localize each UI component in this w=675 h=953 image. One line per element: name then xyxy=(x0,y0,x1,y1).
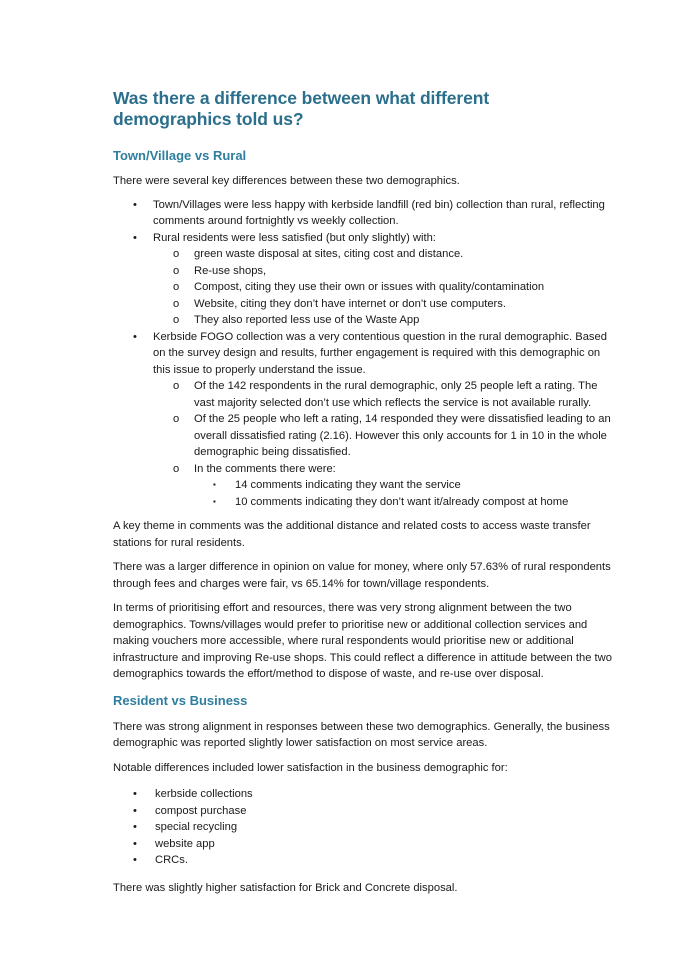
sub-list-item xyxy=(153,378,613,411)
list-item-text: In the comments there were: xyxy=(194,462,336,475)
list-item-text: Town/Villages were less happy with kerbside landfill (red bin) collection than rural, reflecting comments around fortnightly vs weekly collection. xyxy=(153,198,605,227)
section1-bullet-list xyxy=(113,197,613,511)
sub-sub-list-item xyxy=(194,494,613,511)
list-item xyxy=(113,852,613,869)
section-heading-resident-vs-business: Resident vs Business xyxy=(113,692,248,708)
list-item-text: Website, citing they don’t have internet or don’t use computers. xyxy=(194,297,506,310)
circle-marker: o xyxy=(173,380,180,392)
sub-sub-list-item xyxy=(194,477,613,494)
list-item-text: Compost, citing they use their own or issues with quality/contamination xyxy=(194,281,545,293)
list-item-text: Of the 142 respondents in the rural demographic, only 25 people left a rating. The vast majority selected don’t use which reflects the service is not available rurally. xyxy=(194,380,598,409)
section1-paragraph-priorities: In terms of prioritising effort and resources, there was very strong alignment between the two demographics. Towns/villages would prefer to prioritise new or additional collection services and making vouchers more accessible, where rural respondents would prioritise new or additional infrastructure and improving Re-use shops. This could reflect a difference in attitude between the two demographics towards the effort/method to dispose of waste, and re-use over disposal. xyxy=(113,602,612,680)
bullet-marker: • xyxy=(133,837,137,850)
sub-list-item xyxy=(153,246,613,263)
square-marker: ▪ xyxy=(213,480,216,489)
list-item-text: Kerbside FOGO collection was a very contentious question in the rural demographic. Based on the survey design and results, further engagement is required with this demographic on this issue to properly understand the issue. xyxy=(153,330,607,376)
list-item-text: green waste disposal at sites, citing cost and distance. xyxy=(194,248,464,260)
circle-marker: o xyxy=(173,297,180,310)
list-item xyxy=(113,197,613,230)
list-item-text: 14 comments indicating they want the service xyxy=(235,479,461,491)
section-heading-town-village-vs-rural: Town/Village vs Rural xyxy=(113,148,247,163)
list-item-text: Re-use shops, xyxy=(194,264,267,277)
section2-paragraph-differences: Notable differences included lower satisfaction in the business demographic for: xyxy=(113,761,508,774)
list-item-text: 10 comments indicating they don’t want it/already compost at home xyxy=(235,495,569,508)
list-item-text: CRCs. xyxy=(155,854,188,866)
list-item-text: Of the 25 people who left a rating, 14 responded they were dissatisfied leading to an overall dissatisfied rating (2.16). However this only accounts for 1 in 10 in the whole demographic being dissatisfied. xyxy=(194,413,611,458)
bullet-marker: • xyxy=(133,804,137,817)
section1-intro: There were several key differences between these two demographics. xyxy=(113,175,460,187)
sub-list-item xyxy=(153,296,613,313)
list-item-text: They also reported less use of the Waste App xyxy=(194,314,420,326)
page-heading: Was there a difference between what different demographics told us? xyxy=(113,88,490,129)
list-item-text: Rural residents were less satisfied (but only slightly) with: xyxy=(153,231,436,244)
business-difference-list xyxy=(113,786,613,869)
sub-list-item xyxy=(153,263,613,280)
list-item xyxy=(113,819,613,836)
fogo-sub-list xyxy=(153,378,613,510)
bullet-marker: • xyxy=(133,788,137,800)
square-marker: ▪ xyxy=(213,496,216,506)
rural-sub-list xyxy=(153,246,613,329)
section1-paragraph-value: There was a larger difference in opinion on value for money, where only 57.63% of rural respondents through fees and charges were fair, vs 65.14% for town/village respondents. xyxy=(113,561,611,590)
list-item xyxy=(113,329,613,511)
sub-list-item xyxy=(153,461,613,511)
list-item xyxy=(113,803,613,820)
document-content xyxy=(113,88,613,896)
bullet-marker: • xyxy=(133,330,137,343)
list-item-text: special recycling xyxy=(155,821,238,833)
comments-sub-list xyxy=(194,477,613,510)
circle-marker: o xyxy=(173,281,180,293)
list-item-text: compost purchase xyxy=(155,804,247,817)
list-item xyxy=(113,836,613,853)
bullet-marker: • xyxy=(133,821,137,833)
sub-list-item xyxy=(153,312,613,329)
sub-list-item xyxy=(153,411,613,461)
sub-list-item xyxy=(153,279,613,296)
circle-marker: o xyxy=(173,462,180,475)
section2-paragraph-brick-concrete: There was slightly higher satisfaction for Brick and Concrete disposal. xyxy=(113,881,458,894)
list-item-text: website app xyxy=(155,837,215,850)
bullet-marker: • xyxy=(133,854,137,866)
list-item xyxy=(113,786,613,803)
bullet-marker: • xyxy=(133,198,137,211)
circle-marker: o xyxy=(173,413,180,425)
section2-paragraph-alignment: There was strong alignment in responses between these two demographics. Generally, the business demographic was reported slightly lower satisfaction on most service areas. xyxy=(113,720,610,749)
circle-marker: o xyxy=(173,264,180,277)
list-item xyxy=(113,230,613,329)
list-item-text: kerbside collections xyxy=(155,788,253,800)
bullet-marker: • xyxy=(133,231,137,244)
section1-paragraph-distance: A key theme in comments was the additional distance and related costs to access waste transfer stations for rural residents. xyxy=(113,520,591,549)
circle-marker: o xyxy=(173,314,180,326)
circle-marker: o xyxy=(173,248,180,260)
